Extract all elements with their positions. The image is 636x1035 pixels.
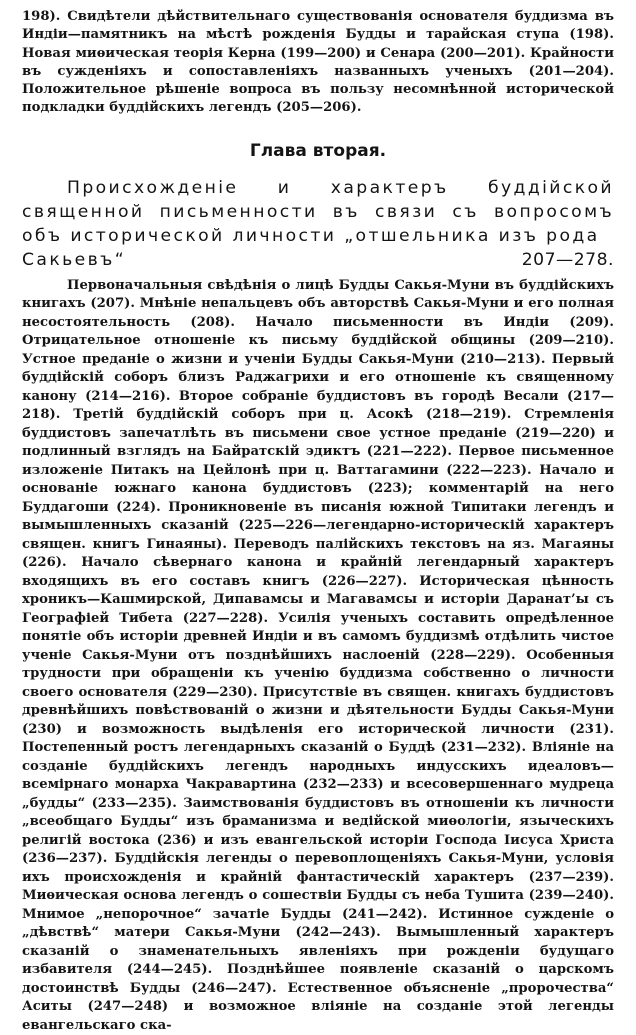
document-page [22, 8, 614, 1035]
chapter-summary-paragraph: Первоначальныя свѣдѣнія о лицѣ Будды Сакья-Муни въ буддійскихъ книгахъ (207). Мнѣніе непальцевъ объ авторствѣ Сакья-Муни и его полная несостоятельность (208). Начало письменности въ Индіи (209). Отрицательное отношеніе къ письму буддійской общины (209—210). Устное преданіе о жизни и ученіи Будды Сакья-Муни (210—213). Первый буддійскій соборъ близъ Раджагрихи и его отношеніе къ священному канону (214—216). Второе собраніе буддистовъ въ городѣ Весали (217—218). Третій буддійскій соборъ при ц. Асокѣ (218—219). Стремленія буддистовъ запечатлѣть въ письмени свое устное преданіе (219—220) и подлинный взглядъ на Байратскій эдиктъ (221—222). Первое письменное изложеніе Питакъ на Цейлонѣ при ц. Ваттагамини (222—223). Начало и основаніе южнаго канона буддистовъ (223); комментарій на него Буддагоши (224). Проникновеніе въ писанія южной Типитаки легендъ и вымышленныхъ сказаній (225—226—легендарно-историческій характеръ священ. книгъ Гинаяны). Переводъ палійскихъ текстовъ на яз. Магаяны (226). Начало сѣвернаго канона и крайній легендарный характеръ входящихъ въ его составъ книгъ (226—227). Историческая цѣнность хроникъ—Кашмирской, Дипавамсы и Магавамсы и исторіи Даранат’ы съ Географіей Тибета (227—228). Усилія ученыхъ составить опредѣленное понятіе объ исторіи древней Индіи и въ самомъ буддизмѣ отдѣлить чистое ученіе Сакья-Муни отъ позднѣйшихъ наслоеній (228—229). Особенныя трудности при обращеніи къ ученію буддизма собственно о личности своего основателя (229—230). Присутствіе въ священ. книгахъ буддистовъ древнѣйшихъ повѣствованій о жизни и дѣятельности Будды Сакья-Муни (230) и возможность выдѣленія его исторической личности (231). Постепенный ростъ легендарныхъ сказаній о Буддѣ (231—232). Вліяніе на созданіе буддійскихъ легендъ народныхъ индусскихъ идеаловъ—всемірнаго монарха Чакравартина (232—233) и всесовершеннаго мудреца „будды“ (233—235). Заимствованія буддистовъ въ отношеніи къ личности „всеобщаго Будды“ изъ браманизма и ведійской миѳологіи, языческихъ религій востока (236) и изъ евангельской исторіи Господа Іисуса Христа (236—237). Буддійскія легенды о перевоплощеніяхъ Сакья-Муни, условія ихъ происхожденія и крайній фантастическій характеръ (237—239). Миѳическая основа легендъ о сошествіи Будды съ неба Тушита (239—240). Мнимое „непорочное“ зачатіе Будды (241—242). Истинное сужденіе о „дѣвствѣ“ матери Сакья-Муни (242—243). Вымышленный характеръ сказаній о знаменательныхъ явленіяхъ при рожденіи будущаго избавителя (244—245). Позднѣйшее появленіе сказаній о царскомъ достоинствѣ Будды (246—247). Естественное объясненіе „пророчества“ Аситы (247—248) и возможное вліяніе на созданіе этой легенды евангельскаго ска- [22, 277, 614, 1033]
chapter-page-range: 207—278. [521, 250, 614, 271]
chapter-heading: Глава вторая. [249, 140, 387, 161]
chapter-title-last-line [22, 248, 614, 272]
chapter-title: Происхожденіе и характеръ буддійской священной письменности въ связи съ вопросомъ объ исторической личности „отшельника изъ рода [22, 177, 614, 247]
chapter-title-block [22, 176, 614, 273]
chapter-title-end: Сакьевъ“ [22, 250, 126, 271]
intro-paragraph: 198). Свидѣтели дѣйствительнаго существованія основателя буддизма въ Индіи—памятникъ на мѣстѣ рожденія Будды и тарайская ступа (198). Новая миѳическая теорія Керна (199—200) и Сенара (200—201). Крайности въ сужденіяхъ и сопоставленіяхъ названныхъ ученыхъ (201—204). Положительное рѣшеніе вопроса въ пользу несомнѣнной исторической подкладки буддійскихъ легендъ (205—206). [22, 9, 614, 116]
